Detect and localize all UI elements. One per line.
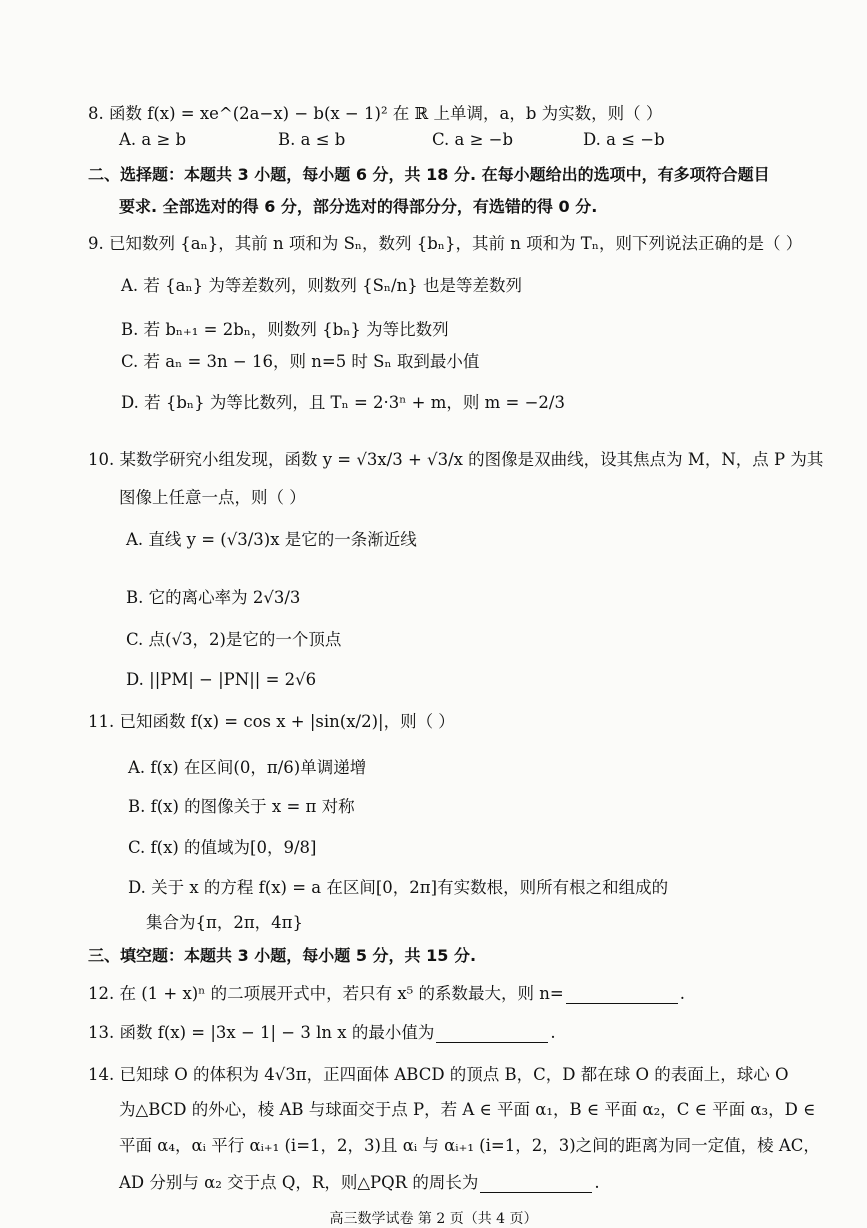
q14-period: . <box>594 1173 600 1192</box>
q11-option-d-line2: 集合为{π，2π，4π} <box>146 913 304 932</box>
q9-option-c: C. 若 aₙ = 3n − 16，则 n=5 时 Sₙ 取到最小值 <box>121 352 480 371</box>
q8-option-c: C. a ≥ −b <box>432 130 514 149</box>
page-footer: 高三数学试卷 第 2 页（共 4 页） <box>329 1211 538 1227</box>
section2-heading-line2: 要求. 全部选对的得 6 分，部分选对的得部分分，有选错的得 0 分. <box>119 197 598 216</box>
q9-option-b: B. 若 bₙ₊₁ = 2bₙ，则数列 {bₙ} 为等比数列 <box>121 320 449 339</box>
q10-stem-line2: 图像上任意一点，则（ ） <box>119 488 306 507</box>
q13-text: 13. 函数 f(x) = |3x − 1| − 3 ln x 的最小值为 <box>88 1023 435 1042</box>
section3-heading: 三、填空题：本题共 3 小题，每小题 5 分，共 15 分. <box>88 946 477 965</box>
q10-option-a: A. 直线 y = (√3/3)x 是它的一条渐近线 <box>126 530 417 549</box>
q14-line1: 14. 已知球 O 的体积为 4√3π，正四面体 ABCD 的顶点 B，C，D 都在球 O 的表面上，球心 O <box>88 1065 789 1084</box>
q12-line <box>88 984 685 1004</box>
q8-option-d: D. a ≤ −b <box>583 130 665 149</box>
q14-line4 <box>119 1173 600 1193</box>
q14-line3: 平面 α₄，αᵢ 平行 αᵢ₊₁ (i=1，2，3)且 αᵢ 与 αᵢ₊₁ (i=1，2，3)之间的距离为同一定值，棱 AC， <box>119 1136 820 1155</box>
q14-answer-blank[interactable] <box>480 1176 592 1193</box>
q11-option-a: A. f(x) 在区间(0，π/6)单调递增 <box>128 758 367 777</box>
q11-option-c: C. f(x) 的值域为[0，9/8] <box>128 838 317 857</box>
q13-line <box>88 1023 556 1043</box>
q10-option-b: B. 它的离心率为 2√3/3 <box>126 588 301 607</box>
q10-stem-line1: 10. 某数学研究小组发现，函数 y = √3x/3 + √3/x 的图像是双曲线，设其焦点为 M，N，点 P 为其 <box>88 450 824 469</box>
q10-option-c: C. 点(√3，2)是它的一个顶点 <box>126 630 342 649</box>
q8-option-a: A. a ≥ b <box>119 130 187 149</box>
q12-answer-blank[interactable] <box>566 987 678 1004</box>
q11-option-b: B. f(x) 的图像关于 x = π 对称 <box>128 797 355 816</box>
q8-option-b: B. a ≤ b <box>278 130 346 149</box>
q9-stem: 9. 已知数列 {aₙ}，其前 n 项和为 Sₙ，数列 {bₙ}，其前 n 项和为 Tₙ，则下列说法正确的是（ ） <box>88 234 803 253</box>
q14-line2: 为△BCD 的外心，棱 AB 与球面交于点 P，若 A ∈ 平面 α₁，B ∈ 平面 α₂，C ∈ 平面 α₃，D ∈ <box>119 1100 816 1119</box>
q10-option-d: D. ||PM| − |PN|| = 2√6 <box>126 670 317 689</box>
q13-answer-blank[interactable] <box>436 1026 548 1043</box>
q12-text: 12. 在 (1 + x)ⁿ 的二项展开式中，若只有 x⁵ 的系数最大，则 n= <box>88 984 564 1003</box>
q9-option-a: A. 若 {aₙ} 为等差数列，则数列 {Sₙ/n} 也是等差数列 <box>121 276 522 295</box>
q8-stem: 8. 函数 f(x) = xe^(2a−x) − b(x − 1)² 在 ℝ 上单调，a，b 为实数，则（ ） <box>88 104 663 123</box>
q13-period: . <box>550 1023 556 1042</box>
q12-period: . <box>679 984 685 1003</box>
q14-text: AD 分别与 α₂ 交于点 Q，R，则△PQR 的周长为 <box>119 1173 479 1192</box>
section2-heading-line1: 二、选择题：本题共 3 小题，每小题 6 分，共 18 分. 在每小题给出的选项中，有多项符合题目 <box>88 165 770 184</box>
q9-option-d: D. 若 {bₙ} 为等比数列，且 Tₙ = 2·3ⁿ + m，则 m = −2/3 <box>121 393 565 412</box>
q11-option-d-line1: D. 关于 x 的方程 f(x) = a 在区间[0，2π]有实数根，则所有根之和组成的 <box>128 878 669 897</box>
q11-stem: 11. 已知函数 f(x) = cos x + |sin(x/2)|，则（ ） <box>88 712 455 731</box>
